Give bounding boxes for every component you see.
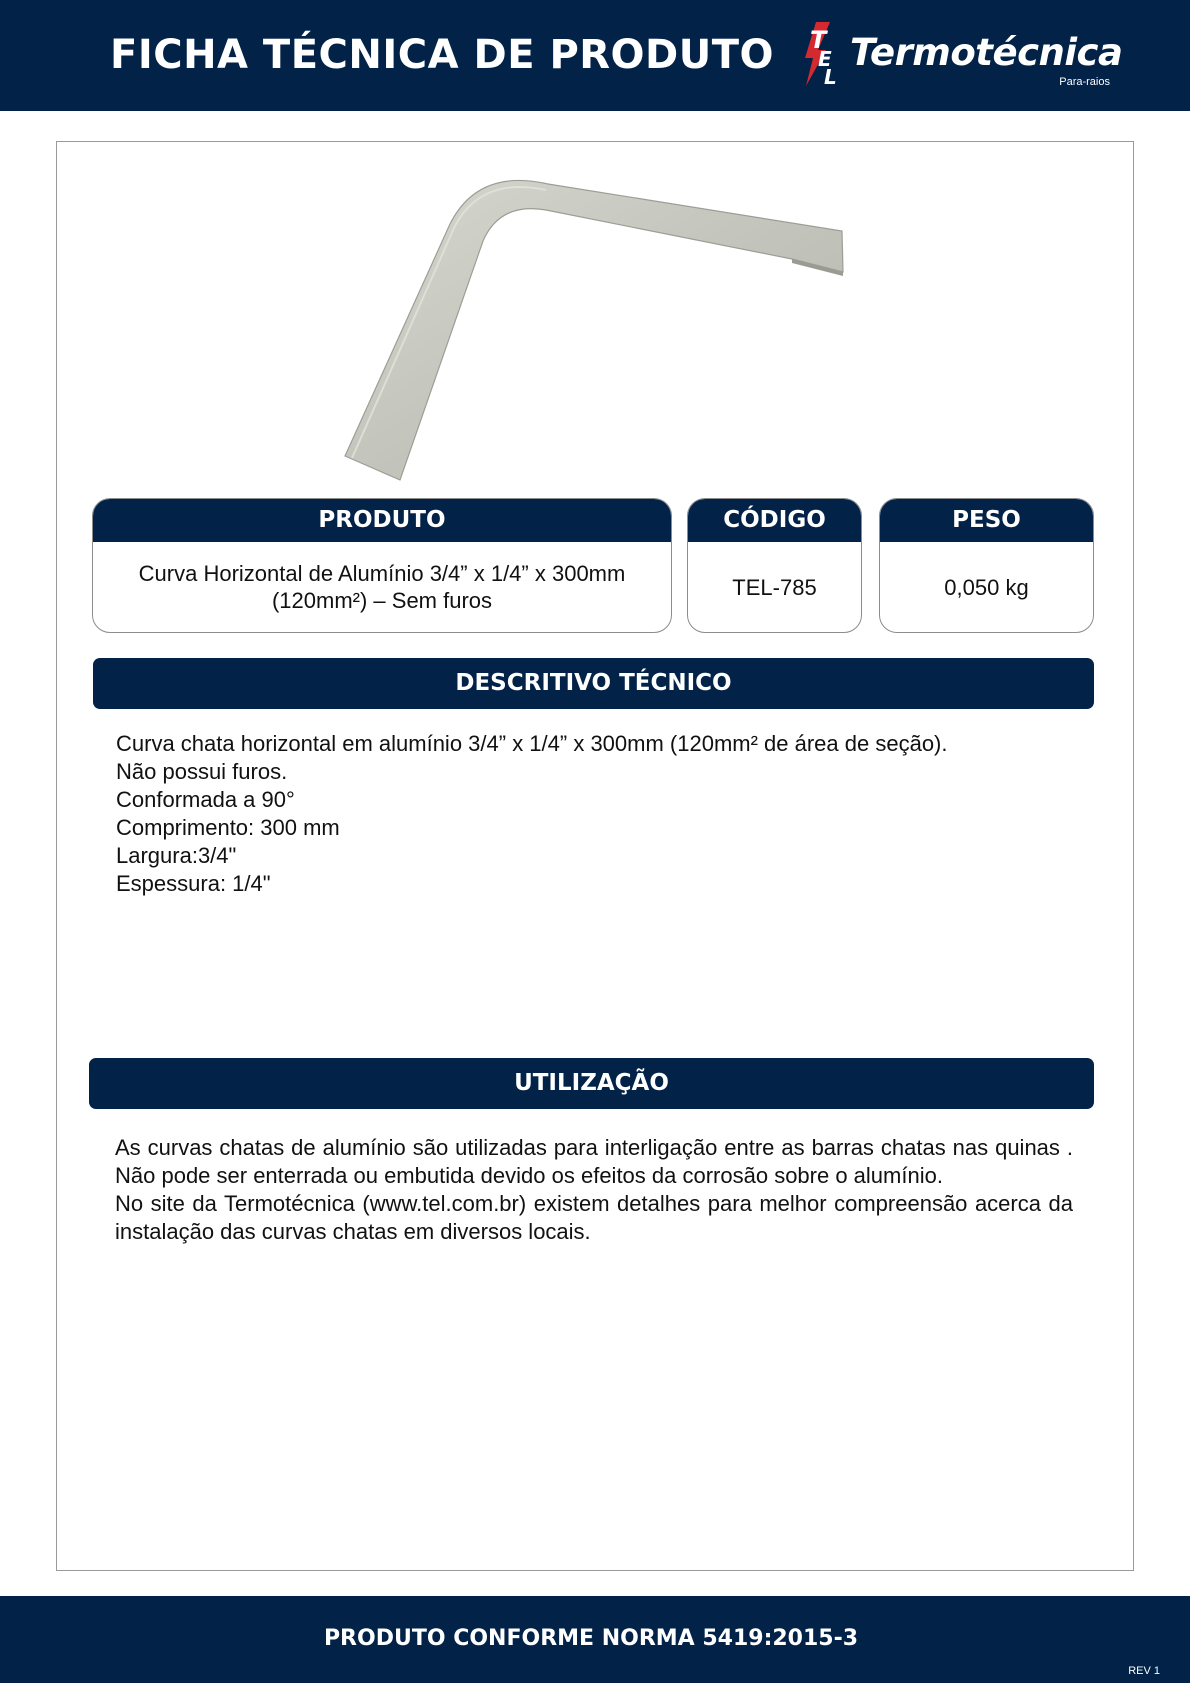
produto-header: PRODUTO (93, 499, 671, 542)
codigo-card (687, 498, 862, 633)
svg-text:L: L (824, 65, 837, 88)
descritivo-section-header: DESCRITIVO TÉCNICO (93, 658, 1094, 709)
revision-label: REV 1 (1128, 1665, 1160, 1677)
utilizacao-text (115, 1134, 1073, 1246)
logo-brand-name: Termotécnica (850, 31, 1123, 74)
product-photo (340, 176, 850, 486)
codigo-value: TEL-785 (732, 574, 817, 600)
svg-text:T: T (810, 26, 827, 54)
utilizacao-paragraph: No site da Termotécnica (www.tel.com.br) existem detalhes para melhor compreensão acerca da instalação das curvas chatas em diversos locais. (115, 1191, 1073, 1244)
descritivo-line: Comprimento: 300 mm (116, 815, 340, 840)
peso-value: 0,050 kg (944, 574, 1029, 600)
utilizacao-section-header: UTILIZAÇÃO (89, 1058, 1094, 1109)
utilizacao-paragraph: As curvas chatas de alumínio são utilizadas para interligação entre as barras chatas nas quinas . Não pode ser enterrada ou embutida devido os efeitos da corrosão sobre o alumínio. (115, 1135, 1073, 1188)
produto-card (92, 498, 672, 633)
tel-logo-mark-icon (800, 20, 850, 88)
descritivo-line: Largura:3/4" (116, 843, 237, 868)
norma-statement: PRODUTO CONFORME NORMA 5419:2015-3 (323, 1626, 859, 1651)
page-header (0, 0, 1190, 111)
descritivo-line: Não possui furos. (116, 759, 288, 784)
codigo-header: CÓDIGO (688, 499, 861, 542)
page-footer (0, 1596, 1190, 1683)
svg-text:E: E (818, 47, 832, 71)
descritivo-text (116, 730, 1062, 898)
company-logo (800, 20, 1123, 92)
descritivo-line: Espessura: 1/4" (116, 871, 271, 896)
descritivo-line: Conformada a 90° (116, 787, 295, 812)
produto-value (93, 542, 671, 632)
logo-tagline: Para-raios (1059, 76, 1110, 88)
peso-card (879, 498, 1094, 633)
peso-header: PESO (880, 499, 1093, 542)
descritivo-line: Curva chata horizontal em alumínio 3/4” x 1/4” x 300mm (120mm² de área de seção). (116, 731, 948, 756)
produto-line-1: Curva Horizontal de Alumínio 3/4” x 1/4” x 300mm (138, 561, 626, 586)
produto-line-2: (120mm²) – Sem furos (271, 588, 493, 613)
document-title: FICHA TÉCNICA DE PRODUTO (110, 32, 775, 78)
